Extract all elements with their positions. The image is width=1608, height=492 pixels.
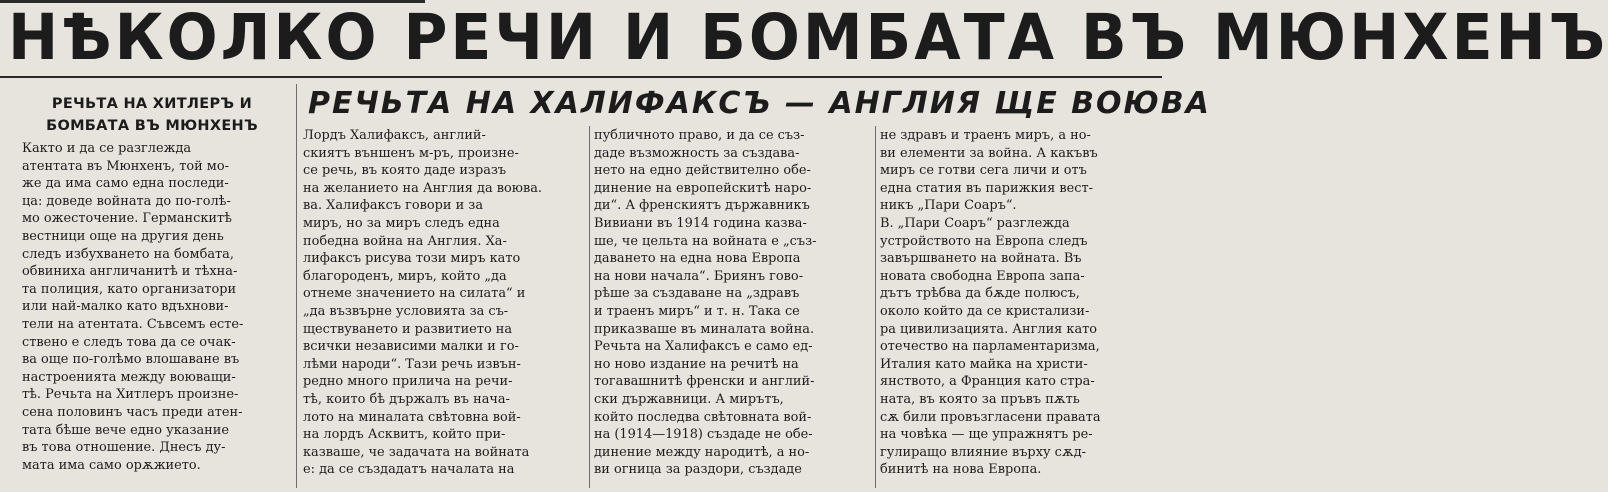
article-line: около който да се кристализи- [880,303,1090,319]
article-line: обвиниха англичанитѣ и тѣхна- [22,264,238,280]
article-line: лифаксъ рисува този миръ като [303,251,521,267]
headline: НѢКОЛКО РЕЧИ И БОМБАТА ВЪ МЮНХЕНЪ [8,1,1608,75]
column-divider [296,84,297,488]
article-line: гулиращо влияние върху сѫд- [880,444,1087,460]
article-line: новата свободна Европа запа- [880,268,1085,284]
article-line: редно много прилича на речи- [303,374,513,390]
article-line: отечество на парламентаризма, [880,339,1100,355]
article-line: не здравъ и траенъ миръ, а но- [880,128,1091,143]
article-line: на нови начала“. Бриянъ гово- [594,268,804,284]
article-line: дътъ трѣбва да бѫде полюсъ, [880,286,1080,302]
article-line: завършването на войната. Въ [880,251,1082,267]
article-line: янството, а Франция като стра- [880,374,1095,390]
article-line: миръ се готви сега личи и отъ [880,163,1087,179]
article-line: сѫ били провъзгласени правата [880,409,1101,425]
article-line: нето на едно действително обе- [594,163,811,179]
article-line: тата бѣше вече едно указание [22,422,229,438]
article-line: бинитѣ на нова Европа. [880,462,1042,478]
article-line: ше, че цельта на войната е „съз- [594,233,817,249]
article-line: на човѣка — ще упражнятъ ре- [880,427,1093,443]
article-line: ди“. А френскиятъ държавникъ [594,198,810,214]
headline-rule [0,76,1162,78]
article-line: В. „Пари Соаръ“ разглежда [880,215,1070,231]
article-line: скиятъ външенъ м-ръ, произне- [303,145,519,161]
article-line: отнеме значението на силата“ и [303,286,526,302]
article-column-1 [22,140,292,474]
article-line: се речь, въ която даде изразъ [303,163,507,179]
article-line: Лордъ Халифаксъ, англий- [303,128,486,143]
article-line: мо ожесточение. Германскитѣ [22,211,232,227]
article-line: Италия като майка на христи- [880,356,1088,372]
article-line: на желанието на Англия да воюва. [303,180,543,196]
article-line: но ново издание на речитѣ на [594,356,799,372]
article-line: даде възможность за създава- [594,145,800,161]
article-line: благороденъ, миръ, който „да [303,268,507,284]
article-line: ната, въ която за пръвъ пѫть [880,391,1080,407]
article-line: никъ „Пари Соаръ“. [880,198,1017,214]
article-line: атентата въ Мюнхенъ, той мо- [22,158,229,174]
article-line: ва. Халифаксъ говори и за [303,198,484,214]
article-line: победна война на Англия. Ха- [303,233,507,249]
article-line: „да възвърне условията за съ- [303,303,509,319]
article-line: или най-малко като вдъхнови- [22,299,229,315]
article-line: ствено е следъ това да се очак- [22,334,236,350]
article-line: ва още по-голѣмо влошаване въ [22,352,240,368]
article-line: Както и да се разглежда [22,141,192,156]
article-line: устройството на Европа следъ [880,233,1088,249]
article-line: миръ, но за миръ следъ една [303,215,500,231]
article-line: вестници още на другия день [22,228,224,244]
article-line: който последва свѣтовната вой- [594,409,812,425]
article-line: же да има само една последи- [22,176,229,192]
article-line: лѣми народи“. Тази речь извън- [303,356,521,372]
article-line: тогавашнитѣ френски и англий- [594,374,815,390]
article-line: тѣ, които бѣ държалъ въ нача- [303,391,510,407]
article-line: тели на атентата. Съвсемъ есте- [22,316,244,332]
article-line: следъ избухването на бомбата, [22,246,234,262]
article-line: мата има само орѫжието. [22,457,201,473]
article-line: динение между народитѣ, а но- [594,444,810,460]
article-line: казваше, че задачата на войната [303,444,530,460]
article-line: тѣ. Речьта на Хитлеръ произне- [22,387,239,403]
article-line: ви елементи за война. А какъвъ [880,145,1098,161]
article-line: лото на миналата свѣтовна вой- [303,409,521,425]
column-divider [589,126,590,488]
article-line: ществуването и развитието на [303,321,513,337]
column-divider [875,126,876,488]
article-column-4 [880,127,1148,479]
article-line: приказваше въ миналата война. [594,321,815,337]
article-line: даването на една нова Европа [594,251,801,267]
article-line: е: да се създадатъ началата на [303,462,515,478]
article-column-2 [303,127,585,479]
article-line: и траенъ миръ“ и т. н. Така се [594,303,800,319]
article-line: рѣше за създаване на „здравъ [594,286,800,302]
article-line: Речьта на Халифаксъ е само ед- [594,339,813,355]
article-line: Вивиани въ 1914 година казва- [594,215,807,231]
article-column-3 [594,127,870,479]
sub-headline: РЕЧЬТА НА ХАЛИФАКСЪ — АНГЛИЯ ЩЕ ВОЮВА [308,86,1211,121]
article-line: ца: доведе войната до по-голѣ- [22,193,231,209]
article-line: на лордъ Асквитъ, който при- [303,427,506,443]
article-line: на (1914—1918) създаде не обе- [594,427,813,443]
left-column-title: РЕЧЬТА НА ХИТЛЕРЪ И БОМБАТА ВЪ МЮНХЕНЪ [46,96,258,134]
article-line: динение на европейскитѣ наро- [594,180,812,196]
article-line: та полиция, като организатори [22,281,237,297]
article-line: една статия въ парижкия вест- [880,180,1093,196]
article-line: сена половинъ часъ преди атен- [22,404,243,420]
article-line: въ това отношение. Днесъ ду- [22,440,226,456]
article-line: настроенията между воюващи- [22,369,236,385]
article-line: ви огница за раздори, създаде [594,462,802,478]
article-line: ски държавници. А мирътъ, [594,391,784,407]
article-line: всички независими малки и го- [303,339,519,355]
article-line: публичното право, и да се съз- [594,128,805,143]
article-line: ра цивилизацията. Англия като [880,321,1098,337]
